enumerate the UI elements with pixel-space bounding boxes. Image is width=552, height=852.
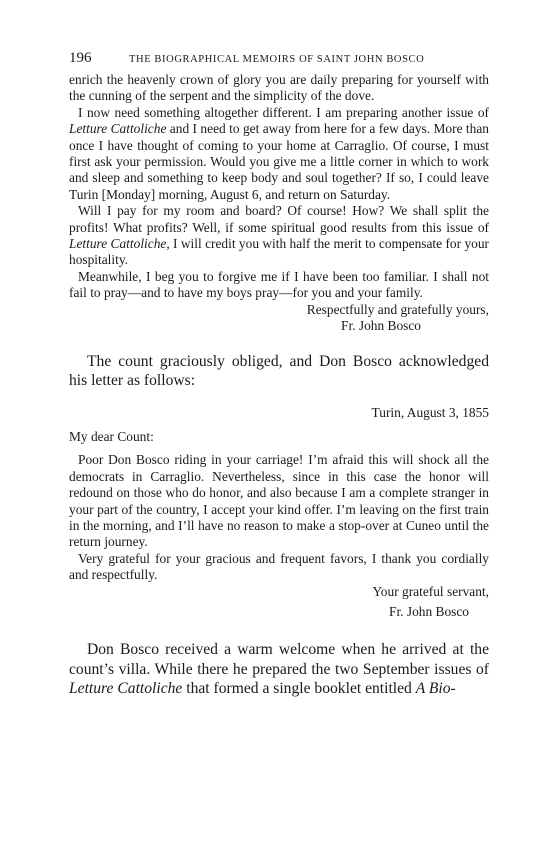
- letter2-closing: Your grateful servant,: [372, 583, 489, 599]
- letter1-p2-title: Letture Cattoliche: [69, 121, 167, 137]
- letter1-p3-text-a: Will I pay for my room and board? Of course! How? We shall split the profits! What profits? Well, if some spiritual good results from this issue of: [69, 203, 489, 235]
- letter-to-count-2: [69, 405, 489, 621]
- letter1-paragraph-4: Meanwhile, I beg you to forgive me if I have been too familiar. I shall not fail to pray—and to have my boys pray—for you and your family.: [69, 268, 489, 301]
- letter1-signature: Fr. John Bosco: [341, 318, 421, 334]
- running-title: THE BIOGRAPHICAL MEMOIRS OF SAINT JOHN BOSCO: [129, 54, 425, 65]
- letter2-paragraph-1: Poor Don Bosco riding in your carriage! I’m afraid this will shock all the democrats in Carraglio. Nevertheless, since in this case the honor will redound on those who do honor, and also because I am a complete stranger in your part of the country, I accept your kind offer. I’m leaving on the first train in the morning, and I’ll have no reason to make a stop-over at Cuneo until the return journey.: [69, 452, 489, 550]
- letter2-signature: Fr. John Bosco: [389, 603, 469, 619]
- letter1-p3-title: Letture Cattoliche,: [69, 236, 170, 252]
- book-page: [69, 50, 489, 699]
- narrative-paragraph-2: [69, 640, 489, 699]
- letter2-salutation: My dear Count:: [69, 428, 154, 444]
- narrative2-text-a: Don Bosco received a warm welcome when he arrived at the count’s villa. While there he prepared the two September issues of: [69, 641, 489, 678]
- letter1-p2-text-a: I now need something altogether different. I am preparing another issue of: [78, 104, 489, 120]
- narrative2-text-b: that formed a single booklet entitled: [182, 680, 416, 698]
- letter1-p2-text-b: and I need to get away from here for a few days. More than once I have thought of coming to your home at Carraglio. Of course, I must first ask your permission. Would you give me a little corner in which to work and sleep and something to keep body and soul together? If so, I could leave Turin [Monday] morning, August 6, and return on Saturday.: [69, 121, 489, 202]
- letter1-p3-text-b: I will credit you with half the merit to compensate for your hospitality.: [69, 236, 489, 268]
- page-header: [69, 50, 489, 72]
- narrative2-title-1: Letture Cattoliche: [69, 680, 183, 698]
- letter1-paragraph-1: enrich the heavenly crown of glory you are daily preparing for yourself with the cunning of the serpent and the simplicity of the dove.: [69, 72, 489, 104]
- letter2-dateline: Turin, August 3, 1855: [371, 404, 489, 420]
- letter1-paragraph-2: [69, 105, 489, 203]
- letter1-closing: Respectfully and gratefully yours,: [306, 301, 489, 317]
- letter2-paragraph-2: Very grateful for your gracious and frequent favors, I thank you cordially and respectfully.: [69, 550, 489, 583]
- narrative-paragraph-1: The count graciously obliged, and Don Bosco acknowledged his letter as follows:: [69, 352, 489, 389]
- page-number: 196: [69, 50, 92, 66]
- letter1-paragraph-3: [69, 203, 489, 269]
- narrative2-title-2: A Bio-: [415, 680, 456, 698]
- letter-to-count-1: [69, 72, 489, 335]
